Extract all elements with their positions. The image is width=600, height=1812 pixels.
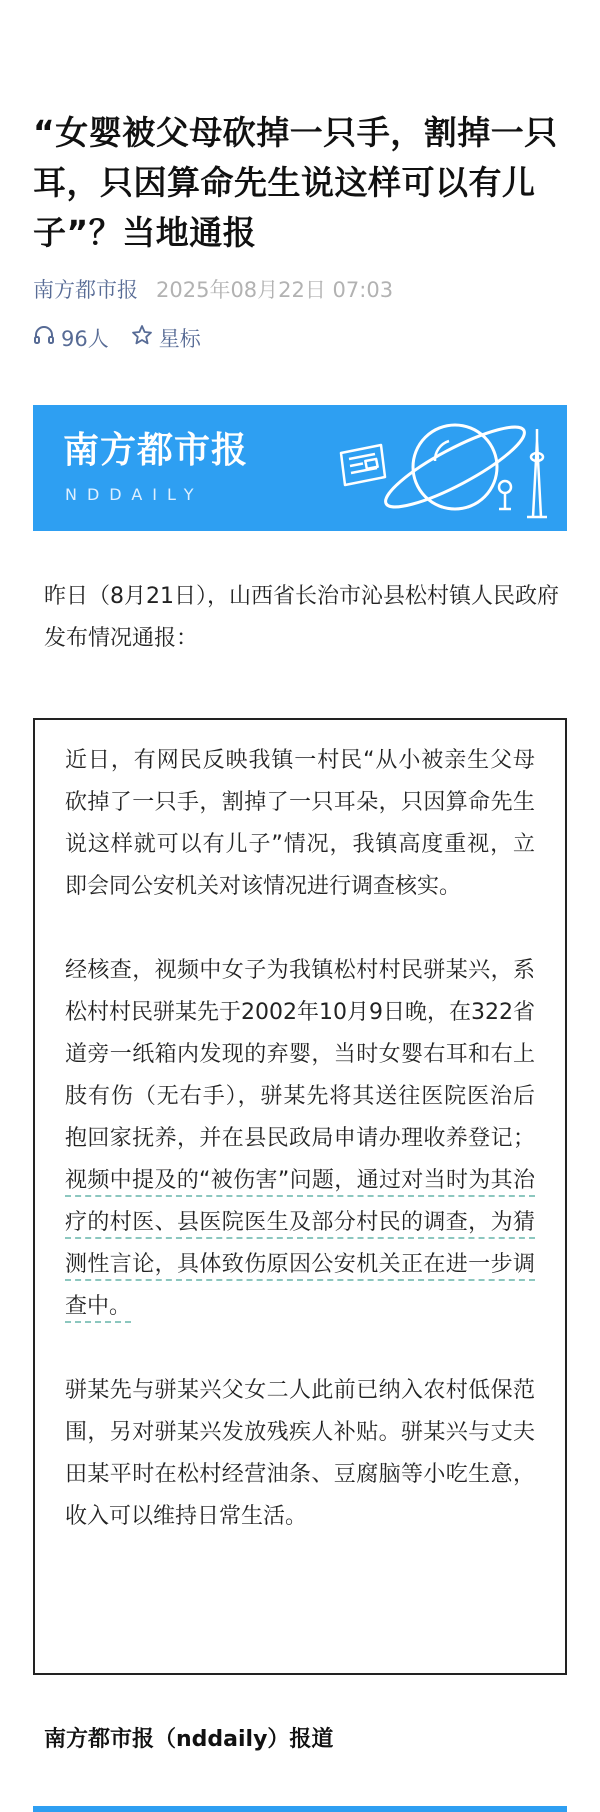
notice-paragraph-2 (65, 950, 535, 1328)
article-meta (33, 275, 393, 305)
banner-brand: 南方都市报 (63, 430, 249, 471)
notice-paragraph-2-text: 经核查，视频中女子为我镇松村村民骈某兴，系松村村民骈某先于2002年10月9日晚，在322省道旁一纸箱内发现的弃婴，当时女婴右耳和右上肢有伤（无右手），骈某先将其送往医院医治后抱回家抚养，并在县民政局申请办理收养登记； (65, 958, 535, 1151)
banner-brand-en: NDDAILY (65, 485, 204, 504)
newspaper-icon (341, 445, 385, 485)
publish-time: 2025年08月22日 07:03 (156, 278, 394, 302)
planet-icon (378, 414, 533, 519)
listener-count: 96人 (61, 327, 109, 351)
notice-underlined-passage: 视频中提及的“被伤害”问题，通过对当时为其治疗的村医、县医院医生及部分村民的调查，为猜测性言论，具体致伤原因公安机关正在进一步调查中。 (65, 1168, 535, 1323)
intro-paragraph: 昨日（8月21日），山西省长治市沁县松村镇人民政府发布情况通报： (44, 584, 559, 651)
footer-banner-edge (33, 1806, 567, 1812)
brand-banner (33, 405, 567, 531)
official-notice-box (33, 718, 567, 1675)
article-title: “女婴被父母砍掉一只手，割掉一只耳，只因算命先生说这样可以有儿子”？当地通报 (33, 113, 558, 252)
banner-illustration (323, 405, 567, 531)
listen-button[interactable] (33, 322, 109, 356)
source-link[interactable]: 南方都市报 (33, 278, 138, 302)
star-icon (131, 322, 159, 356)
tower-icon (527, 429, 547, 517)
star-label: 星标 (158, 327, 201, 351)
microphone-icon (499, 481, 511, 509)
star-button[interactable] (131, 322, 201, 356)
article-stats (33, 322, 223, 356)
notice-paragraph-1: 近日，有网民反映我镇一村民“从小被亲生父母砍掉了一只手，割掉了一只耳朵，只因算命先生说这样就可以有儿子”情况，我镇高度重视，立即会同公安机关对该情况进行调查核实。 (65, 748, 535, 899)
headphones-icon (33, 322, 61, 356)
notice-paragraph-3: 骈某先与骈某兴父女二人此前已纳入农村低保范围，另对骈某兴发放残疾人补贴。骈某兴与丈夫田某平时在松村经营油条、豆腐脑等小吃生意，收入可以维持日常生活。 (65, 1378, 535, 1529)
report-credit: 南方都市报（nddaily）报道 (44, 1727, 334, 1752)
